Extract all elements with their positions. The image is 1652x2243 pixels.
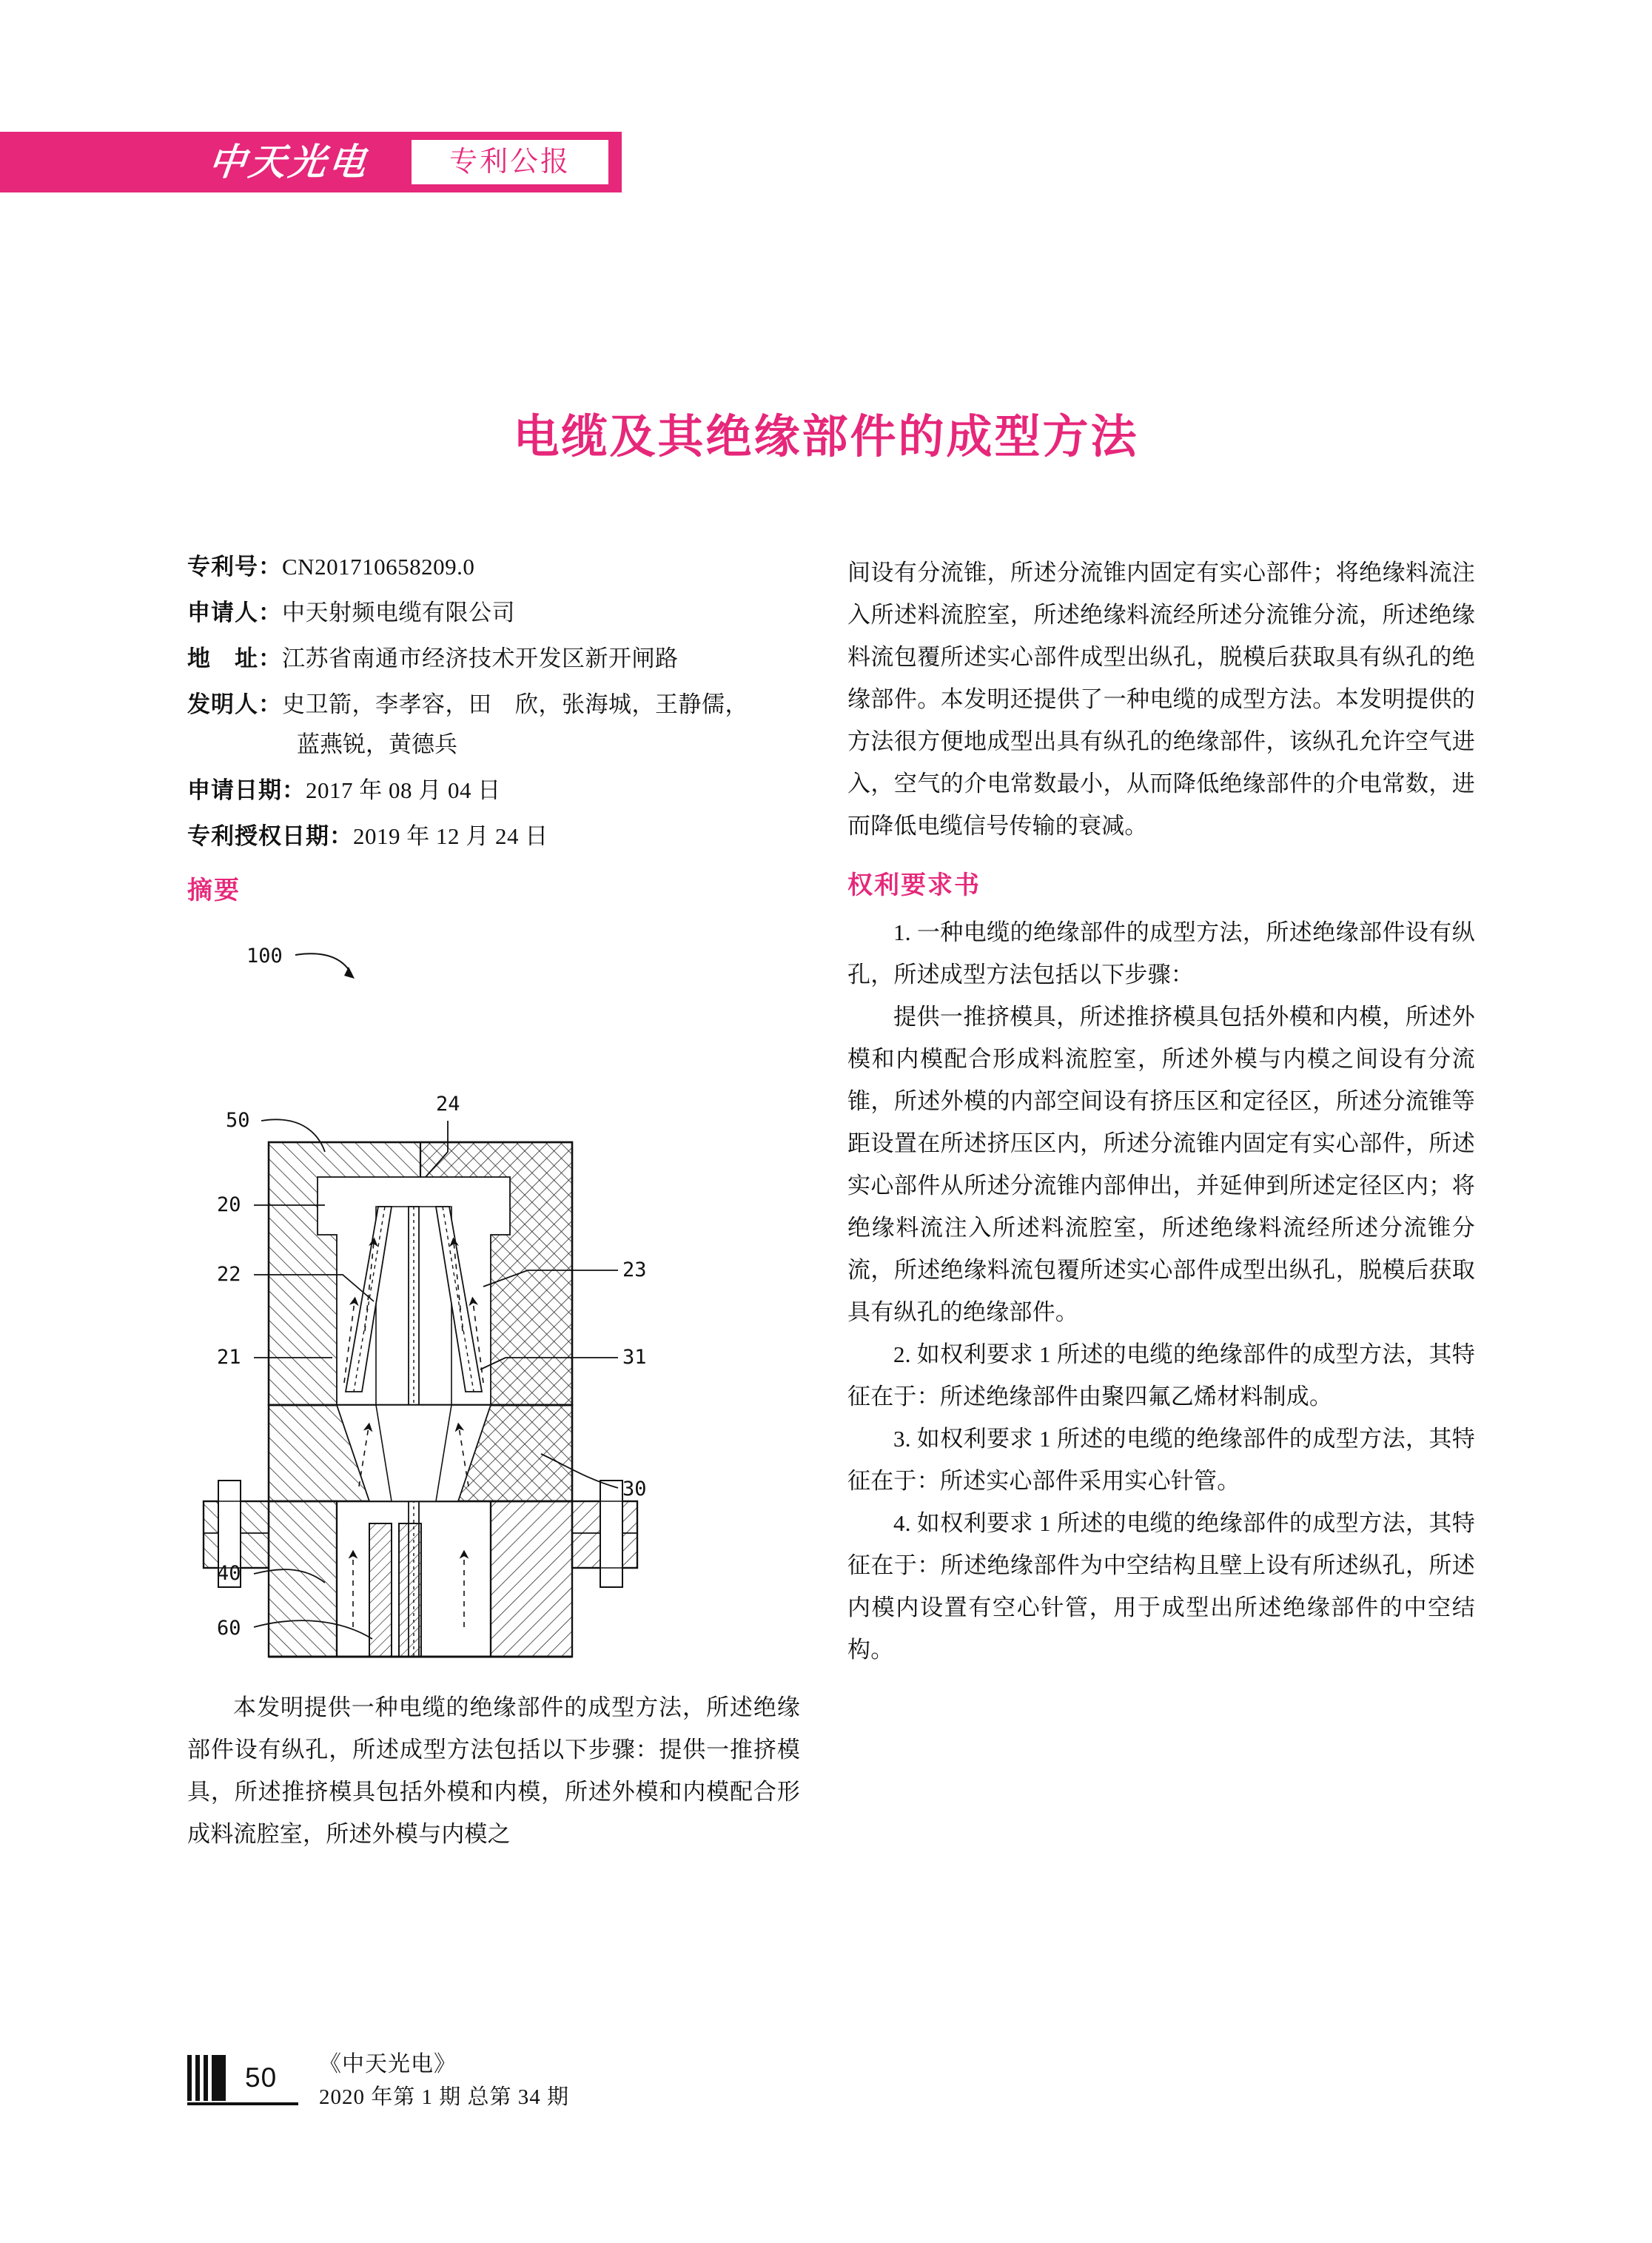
figure-callout-30: 30 xyxy=(622,1478,647,1501)
biblio-value: 江苏省南通市经济技术开发区新开闸路 xyxy=(282,646,679,671)
biblio-row-inventors xyxy=(187,689,800,720)
footer-bars-icon xyxy=(187,2055,239,2101)
figure-callout-100: 100 xyxy=(246,945,283,968)
claim-item-1: 1. 一种电缆的绝缘部件的成型方法，所述绝缘部件设有纵孔，所述成型方法包括以下步骤： xyxy=(847,919,1475,988)
figure-callout-50: 50 xyxy=(226,1109,250,1132)
biblio-label: 申请人： xyxy=(187,600,282,626)
biblio-row-applicant xyxy=(187,597,800,628)
biblio-row-grant-date xyxy=(187,821,800,852)
biblio-label: 地 址： xyxy=(187,646,282,671)
biblio-row-patent-number xyxy=(187,551,800,583)
footer-issue-info: 2020 年第 1 期 总第 34 期 xyxy=(319,2085,570,2109)
biblio-label: 专利授权日期： xyxy=(187,823,353,849)
claim-item-4: 4. 如权利要求 1 所述的电缆的绝缘部件的成型方法，其特征在于：所述绝缘部件为中空结构且壁上设有所述纵孔，所述内模内设置有空心针管，用于成型出所述绝缘部件的中空结构。 xyxy=(847,1510,1475,1663)
abstract-left-text: 本发明提供一种电缆的绝缘部件的成型方法，所述绝缘部件设有纵孔，所述成型方法包括以下步骤：提供一推挤模具，所述推挤模具包括外模和内模，所述外模和内模配合形成料流腔室，所述外模与内模之 xyxy=(187,1694,800,1847)
biblio-label: 专利号： xyxy=(187,554,282,580)
bulletin-tag-label: 专利公报 xyxy=(449,147,571,178)
figure-callout-21: 21 xyxy=(217,1346,241,1369)
biblio-row-application-date xyxy=(187,775,800,806)
abstract-heading: 摘要 xyxy=(187,877,241,905)
claims-heading: 权利要求书 xyxy=(847,872,981,899)
figure-callout-23: 23 xyxy=(622,1258,647,1281)
biblio-label: 发明人： xyxy=(187,691,282,717)
biblio-value: 2017 年 08 月 04 日 xyxy=(306,777,501,803)
footer-rule xyxy=(187,2102,298,2105)
abstract-right-text: 间设有分流锥，所述分流锥内固定有实心部件；将绝缘料流注入所述料流腔室，所述绝缘料流经所述分流锥分流，所述绝缘料流包覆所述实心部件成型出纵孔，脱模后获取具有纵孔的绝缘部件。本发明还提供了一种电缆的成型方法。本发明提供的方法很方便地成型出具有纵孔的绝缘部件，该纵孔允许空气进入，空气的介电常数最小，从而降低绝缘部件的介电常数，进而降低电缆信号传输的衰减。 xyxy=(847,560,1475,839)
figure-svg xyxy=(187,916,800,1686)
bulletin-tag-box xyxy=(409,138,611,187)
biblio-value: 2019 年 12 月 24 日 xyxy=(353,823,548,849)
patent-figure xyxy=(187,916,800,1686)
figure-callout-31: 31 xyxy=(622,1346,647,1369)
claim-item-2: 2. 如权利要求 1 所述的电缆的绝缘部件的成型方法，其特征在于：所述绝缘部件由聚四氟乙烯材料制成。 xyxy=(847,1341,1475,1409)
brand-logo: 中天光电 xyxy=(206,141,371,183)
right-column xyxy=(847,551,1475,1671)
claim-item-3: 3. 如权利要求 1 所述的电缆的绝缘部件的成型方法，其特征在于：所述实心部件采用实心针管。 xyxy=(847,1426,1475,1494)
left-column xyxy=(187,551,800,1855)
biblio-value: CN201710658209.0 xyxy=(282,554,475,580)
biblio-value: 史卫箭，李孝容，田 欣，张海城，王静儒， xyxy=(282,691,748,717)
claim-item-1-steps: 提供一推挤模具，所述推挤模具包括外模和内模，所述外模和内模配合形成料流腔室，所述外模与内模之间设有分流锥，所述外模的内部空间设有挤压区和定径区，所述分流锥等距设置在所述挤压区内，所述分流锥内固定有实心部件，所述实心部件从所述分流锥内部伸出，并延伸到所述定径区内；将绝缘料流注入所述料流腔室，所述绝缘料流经所述分流锥分流，所述绝缘料流包覆所述实心部件成型出纵孔，脱模后获取具有纵孔的绝缘部件。 xyxy=(847,1004,1475,1325)
figure-callout-60: 60 xyxy=(217,1617,241,1640)
biblio-label: 申请日期： xyxy=(187,777,306,803)
figure-callout-20: 20 xyxy=(217,1193,241,1216)
page-title: 电缆及其绝缘部件的成型方法 xyxy=(513,412,1139,463)
figure-callout-22: 22 xyxy=(217,1263,241,1286)
biblio-row-address xyxy=(187,643,800,674)
biblio-inventors-continuation: 蓝燕锐，黄德兵 xyxy=(297,731,457,757)
footer-page-number: 50 xyxy=(245,2062,278,2093)
biblio-value: 中天射频电缆有限公司 xyxy=(282,600,515,626)
footer-journal-name: 《中天光电》 xyxy=(319,2052,457,2076)
page-footer xyxy=(187,2049,853,2130)
figure-callout-24: 24 xyxy=(436,1093,460,1116)
figure-callout-40: 40 xyxy=(217,1562,241,1585)
